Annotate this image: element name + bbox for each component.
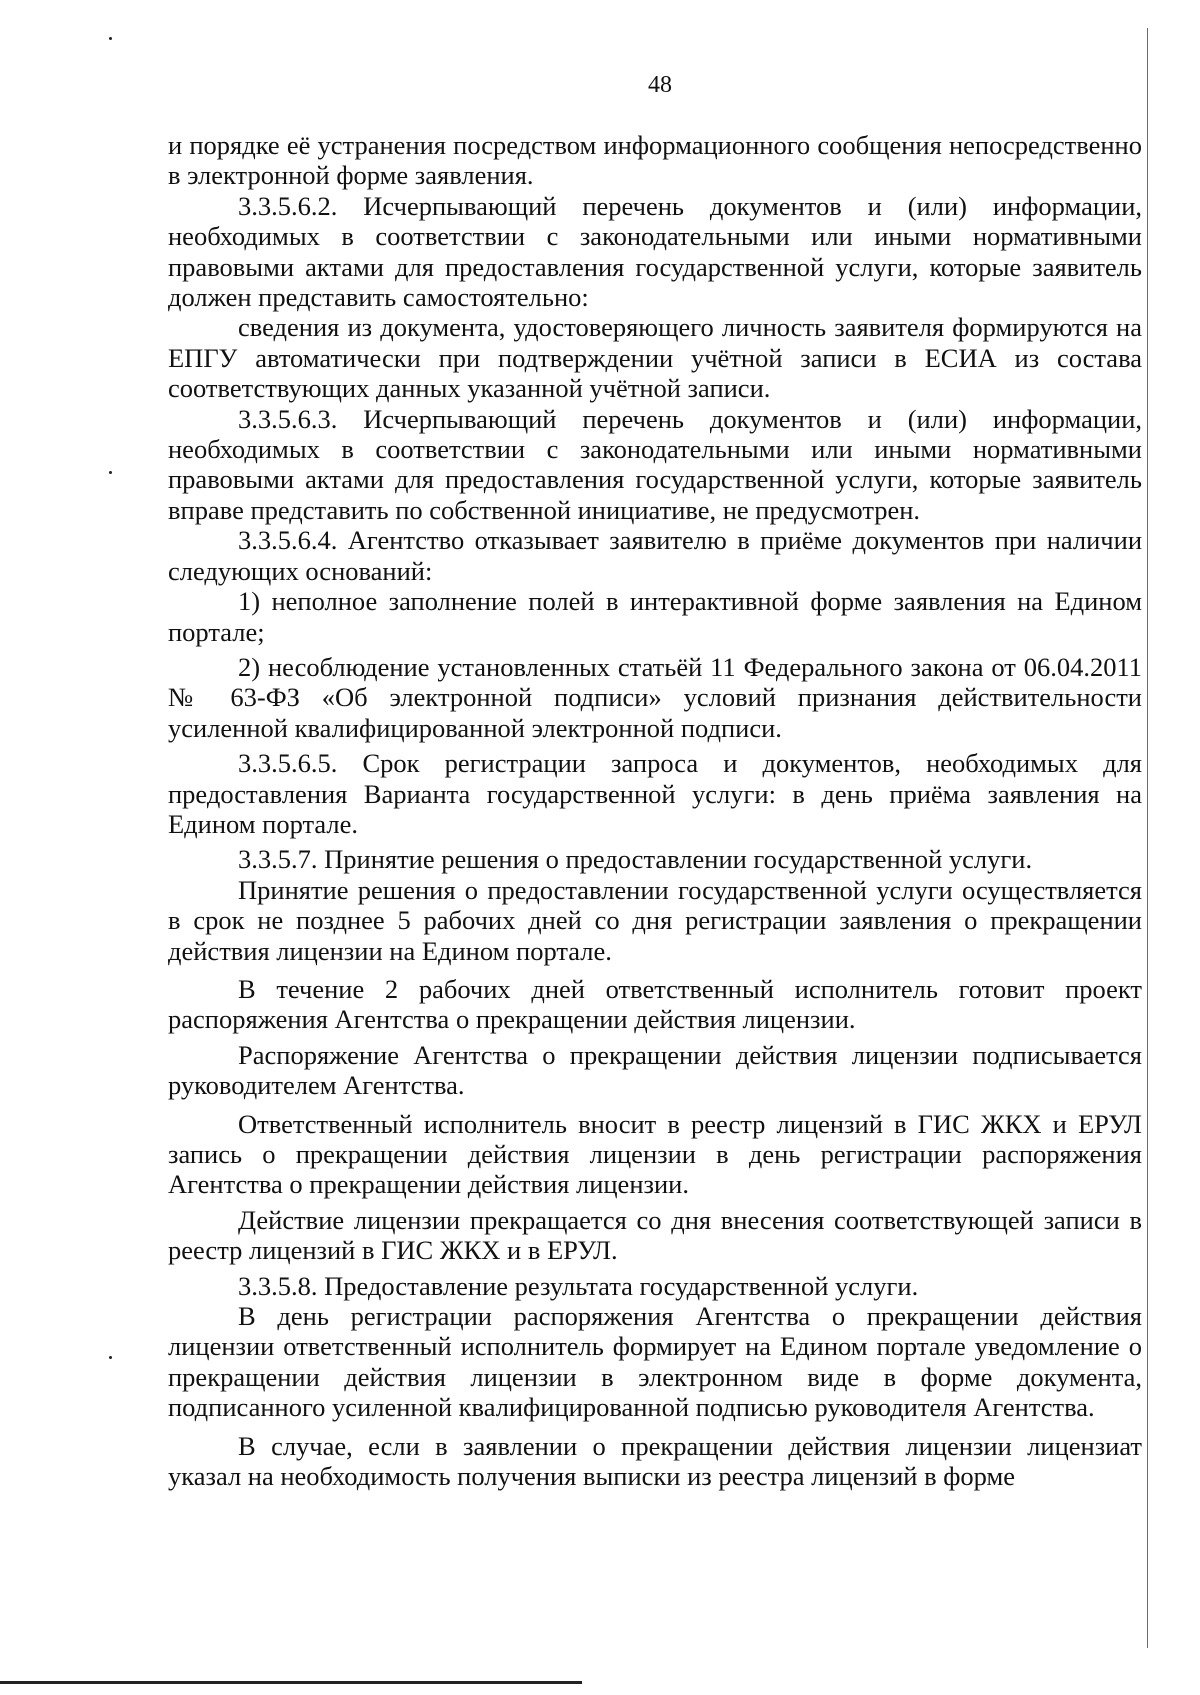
list-item-2: 2) несоблюдение установленных статьёй 11 Федерального закона от 06.04.2011 № 63-ФЗ «Об электронной подписи» условий признания действительности усиленной квалифицированной электронной подписи. — [168, 651, 1142, 743]
paragraph-notification: В день регистрации распоряжения Агентства о прекращении действия лицензии ответственный исполнитель формирует на Едином портале уведомление о прекращении действия лицензии в электронном виде в форме документа, подписанного усиленной квалифицированной подписью руководителя Агентства. — [168, 1301, 1142, 1423]
scan-bottom-line — [0, 1681, 582, 1684]
scan-dot — [109, 37, 112, 40]
paragraph-3-3-5-6-3: 3.3.5.6.3. Исчерпывающий перечень документов и (или) информации, необходимых в соответствии с законодательными или иными нормативными правовыми актами для предоставления государственной услуги, которые заявитель вправе представить по собственной инициативе, не предусмотрен. — [168, 403, 1142, 525]
paragraph-identity-info: сведения из документа, удостоверяющего личность заявителя формируются на ЕПГУ автоматически при подтверждении учётной записи в ЕСИА из состава соответствующих данных указанной учётной записи. — [168, 312, 1142, 404]
paragraph-order-signing: Распоряжение Агентства о прекращении действия лицензии подписывается руководителем Агентства. — [168, 1039, 1142, 1101]
paragraph-3-3-5-6-4: 3.3.5.6.4. Агентство отказывает заявителю в приёме документов при наличии следующих оснований: — [168, 525, 1142, 586]
paragraph-3-3-5-6-5: 3.3.5.6.5. Срок регистрации запроса и документов, необходимых для предоставления Варианта государственной услуги: в день приёма заявления на Едином портале. — [168, 748, 1142, 839]
paragraph-registry-extract: В случае, если в заявлении о прекращении действия лицензии лицензиат указал на необходимость получения выписки из реестра лицензий в форме — [168, 1430, 1142, 1492]
scan-edge-line — [1147, 28, 1148, 1648]
paragraph-draft-order: В течение 2 рабочих дней ответственный исполнитель готовит проект распоряжения Агентства о прекращении действия лицензии. — [168, 973, 1142, 1035]
paragraph-3-3-5-8: 3.3.5.8. Предоставление результата государственной услуги. — [238, 1270, 919, 1301]
list-item-1: 1) неполное заполнение полей в интерактивной форме заявления на Едином портале; — [168, 586, 1142, 647]
scan-dot — [109, 471, 112, 474]
paragraph-3-3-5-6-2: 3.3.5.6.2. Исчерпывающий перечень документов и (или) информации, необходимых в соответствии с законодательными или иными нормативными правовыми актами для предоставления государственной услуги, которые заявитель должен представить самостоятельно: — [168, 190, 1142, 313]
document-body — [168, 130, 1142, 1491]
paragraph-registry-entry: Ответственный исполнитель вносит в реестр лицензий в ГИС ЖКХ и ЕРУЛ запись о прекращении действия лицензии в день регистрации распоряжения Агентства о прекращении действия лицензии. — [168, 1108, 1142, 1200]
paragraph-license-termination: Действие лицензии прекращается со дня внесения соответствующей записи в реестр лицензий в ГИС ЖКХ и в ЕРУЛ. — [168, 1204, 1142, 1266]
paragraph-3-3-5-7: 3.3.5.7. Принятие решения о предоставлении государственной услуги. — [238, 844, 1033, 875]
paragraph-decision-term: Принятие решения о предоставлении государственной услуги осуществляется в срок не позднее 5 рабочих дней со дня регистрации заявления о прекращении действия лицензии на Едином портале. — [168, 874, 1142, 966]
paragraph-continuation: и порядке её устранения посредством информационного сообщения непосредственно в электронной форме заявления. — [168, 130, 1142, 191]
scan-dot — [109, 1356, 112, 1359]
page-number: 48 — [648, 72, 672, 98]
